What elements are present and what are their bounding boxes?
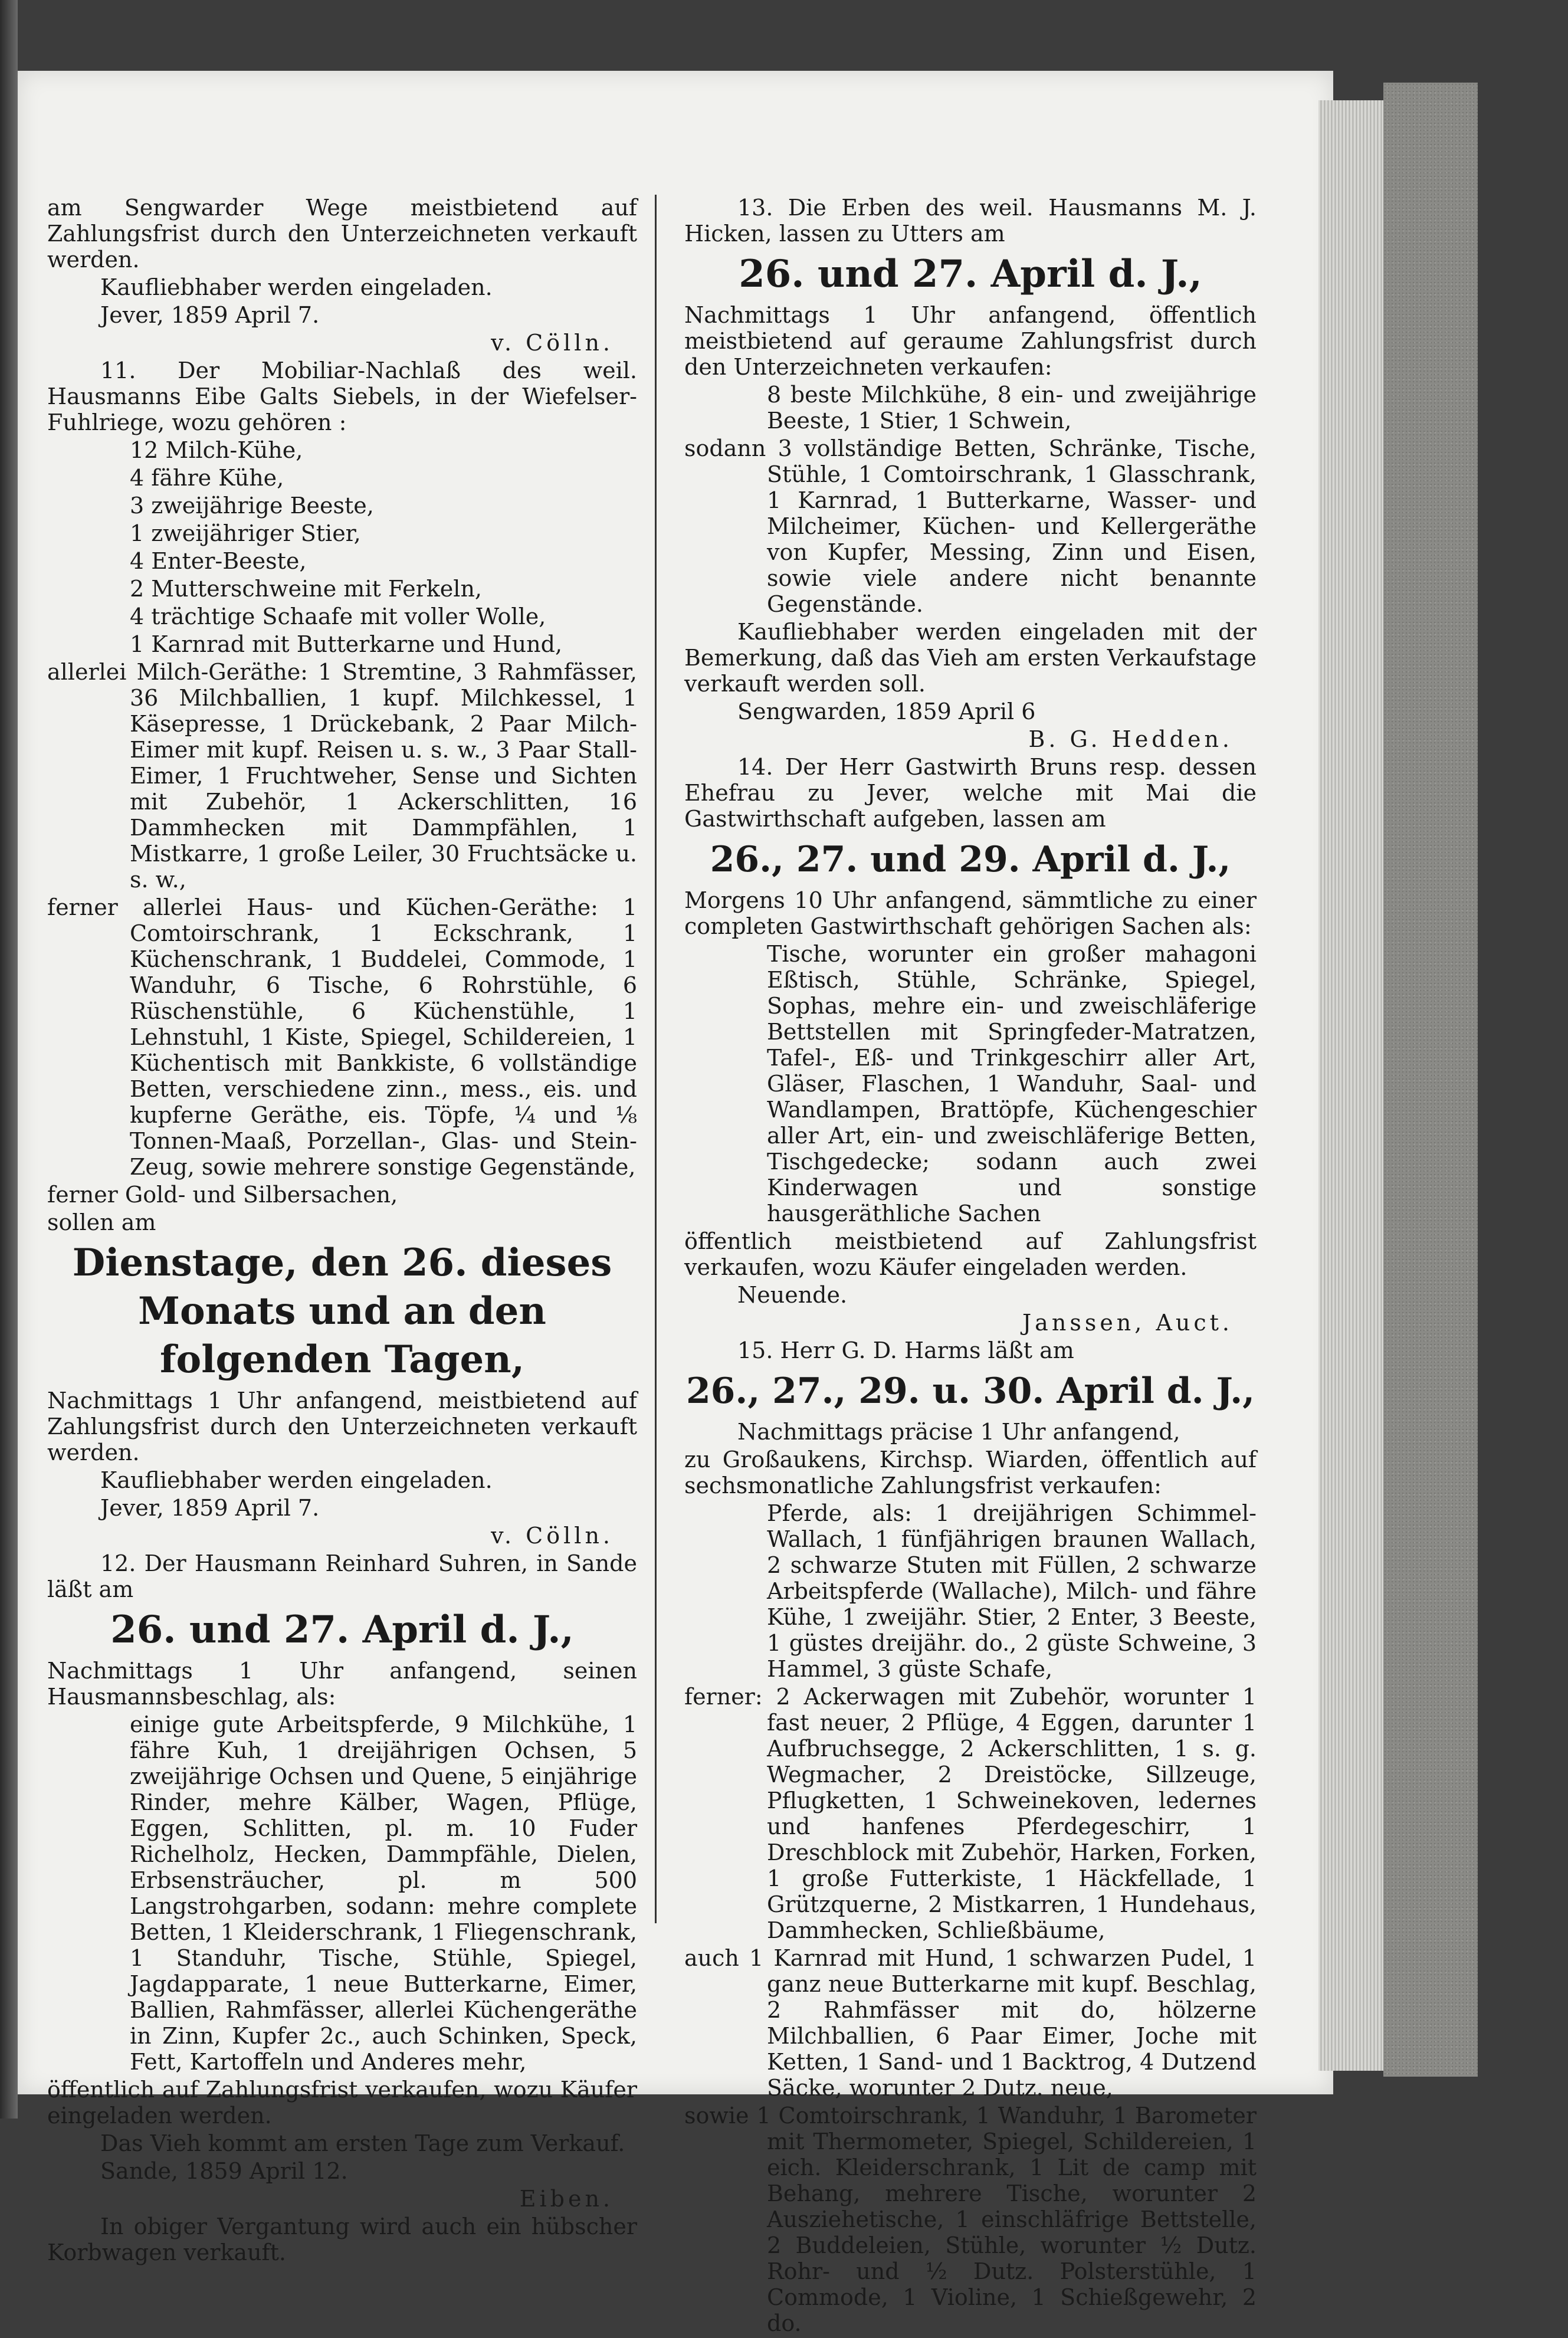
list-item: 1 Karnrad mit Butterkarne und Hund,: [130, 631, 563, 657]
notice-12-text: Nachmittags 1 Uhr anfangend, seinen Hausmannsbeschlag, als:: [47, 1658, 637, 1710]
notice-11-intro: 11. Der Mobiliar-Nachlaß des weil. Hausmanns Eibe Galts Siebels, in der Wiefelser-Fuhlriege, wozu gehören :: [47, 358, 637, 435]
list-item: 3 zweijährige Beeste,: [130, 493, 374, 519]
list-item: 1 zweijähriger Stier,: [130, 520, 361, 546]
left-column: [47, 195, 637, 2267]
notice-11-sollen: sollen am: [47, 1209, 156, 1235]
signature: v. Cölln.: [491, 330, 614, 356]
intro-line: Jever, 1859 April 7.: [100, 302, 320, 328]
notice-13-place: Sengwarden, 1859 April 6: [737, 699, 1036, 724]
notice-15-ferner: ferner: 2 Ackerwagen mit Zubehör, worunter 1 fast neuer, 2 Pflüge, 4 Eggen, darunter 1 Aufbruchsegge, 2 Ackerschlitten, 1 s. g. Wegmacher, 2 Dreistöcke, Sillzeuge, Pflugketten, 1 Schweinekoven, ledernes und hanfenes Pferdegeschirr, 1 Dreschblock mit Zubehör, Harken, Forken, 1 große Futterkiste, 1 Häckfellade, 1 Grützquerne, 2 Mistkarren, 1 Hundehaus, Dammhecken, Schließbäume,: [684, 1684, 1257, 1943]
notice-12-intro: 12. Der Hausmann Reinhard Suhren, in Sande läßt am: [47, 1550, 637, 1602]
notice-13-items: 8 beste Milchkühe, 8 ein- und zweijährige Beeste, 1 Stier, 1 Schwein,: [767, 382, 1257, 434]
notice-11-date-headline: Dienstage, den 26. dieses Monats und an den folgenden Tagen,: [72, 1241, 612, 1382]
notice-14-intro: 14. Der Herr Gastwirth Bruns resp. dessen Ehefrau zu Jever, welche mit Mai die Gastwirthschaft aufgeben, lassen am: [684, 754, 1257, 832]
notice-14-items: Tische, worunter ein großer mahagoni Eßtisch, Stühle, Schränke, Spiegel, Sophas, mehre ein- und zweischläferige Bettstellen mit Springfeder-Matratzen, Tafel-, Eß- und Trinkgeschirr aller Art, Gläser, Flaschen, 1 Wanduhr, Saal- und Wandlampen, Brattöpfe, Küchengeschier aller Art, ein- und zweischläferige Betten, Tischgedecke; sodann auch zwei Kinderwagen und sonstige hausgeräthliche Sachen: [767, 941, 1257, 1227]
list-item: 2 Mutterschweine mit Ferkeln,: [130, 576, 482, 602]
notice-11-closing: Nachmittags 1 Uhr anfangend, meistbietend auf Zahlungsfrist durch den Unterzeichneten verkauft werden.: [47, 1388, 637, 1465]
signature: Janssen, Auct.: [1022, 1310, 1233, 1336]
page-stack-edge: [1318, 100, 1383, 2071]
notice-13-sodann: sodann 3 vollständige Betten, Schränke, Tische, Stühle, 1 Comtoirschrank, 1 Glasschrank, 1 Karnrad, 1 Butterkarne, Wasser- und Milcheimer, Küchen- und Kellergeräthe von Kupfer, Messing, Zinn und Eisen, sowie viele andere nicht benannte Gegenstände.: [684, 435, 1257, 617]
notice-15-auch: auch 1 Karnrad mit Hund, 1 schwarzen Pudel, 1 ganz neue Butterkarne mit kupf. Beschlag, 2 Rahmfässer mit do, hölzerne Milchballien, 6 Paar Eimer, Joche mit Ketten, 1 Sand- und 1 Backtrog, 4 Dutzend Säcke, worunter 2 Dutz. neue,: [684, 1945, 1257, 2101]
notice-15-sowie: sowie 1 Comtoirschrank, 1 Wanduhr, 1 Barometer mit Thermometer, Spiegel, Schildereien, 1 eich. Kleiderschrank, 1 Lit de camp mit Behang, mehrere Tische, worunter 2 Ausziehetische, 1 einschläfrige Bettstelle, 2 Buddeleien, Stühle, worunter ½ Dutz. Rohr- und ½ Dutz. Polsterstühle, 1 Commode, 1 Violine, 1 Schießgewehr, 2 do.: [684, 2103, 1257, 2336]
notice-14-text: Morgens 10 Uhr anfangend, sämmtliche zu einer completen Gastwirthschaft gehörigen Sachen als:: [684, 887, 1257, 939]
notice-13-date-headline: 26. und 27. April d. J.,: [739, 252, 1202, 296]
notice-11-ferner2: ferner Gold- und Silbersachen,: [47, 1182, 398, 1208]
list-item: 12 Milch-Kühe,: [130, 437, 303, 463]
notice-12-closing: öffentlich auf Zahlungsfrist verkaufen, wozu Käufer eingeladen werden.: [47, 2077, 637, 2129]
notice-12-place: Sande, 1859 April 12.: [100, 2158, 348, 2184]
notice-12-items: einige gute Arbeitspferde, 9 Milchkühe, 1 fähre Kuh, 1 dreijährigen Ochsen, 5 zweijährige Ochsen und Quene, 5 einjährige Rinder, mehre Kälber, Wagen, Pflüge, Eggen, Schlitten, pl. m. 10 Fuder Richelholz, Hecken, Dammpfähle, Dielen, Erbsensträucher, pl. m 500 Langstrohgarben, sodann: mehre complete Betten, 1 Kleiderschrank, 1 Fliegenschrank, 1 Standuhr, Tische, Stühle, Spiegel, Jagdapparate, 1 neue Butterkarne, Eimer, Ballien, Rahmfässer, allerlei Küchengeräthe in Zinn, Kupfer 2c., auch Schinken, Speck, Fett, Kartoffeln und Anderes mehr,: [130, 1711, 637, 2075]
list-item: 4 fähre Kühe,: [130, 465, 284, 491]
notice-13-kauf: Kaufliebhaber werden eingeladen mit der Bemerkung, daß das Vieh am ersten Verkaufstage verkauft werden soll.: [684, 619, 1257, 697]
notice-11-kauf: Kaufliebhaber werden eingeladen.: [100, 1467, 493, 1493]
list-item: 4 trächtige Schaafe mit voller Wolle,: [130, 604, 546, 629]
notice-12-note: In obiger Vergantung wird auch ein hübscher Korbwagen verkauft.: [47, 2214, 637, 2265]
notice-15-date-headline: 26., 27., 29. u. 30. April d. J.,: [685, 1370, 1255, 1412]
notice-11-allerlei: allerlei Milch-Geräthe: 1 Stremtine, 3 Rahmfässer, 36 Milchballien, 1 kupf. Milchkessel, 1 Käsepresse, 1 Drückebank, 2 Paar Milch-Eimer mit kupf. Reisen u. s. w., 3 Paar Stall-Eimer, 1 Fruchtweher, Sense und Sichten mit Zubehör, 1 Ackerschlitten, 16 Dammhecken mit Dammpfählen, 1 Mistkarre, 1 große Leiler, 30 Fruchtsäcke u. s. w.,: [47, 659, 637, 893]
notice-15-text: zu Großaukens, Kirchsp. Wiarden, öffentlich auf sechsmonatliche Zahlungsfrist verkaufen:: [684, 1447, 1257, 1498]
notice-12-vieh: Das Vieh kommt am ersten Tage zum Verkauf.: [100, 2130, 625, 2156]
notice-14-date-headline: 26., 27. und 29. April d. J.,: [710, 839, 1231, 880]
notice-14-closing: öffentlich meistbietend auf Zahlungsfrist verkaufen, wozu Käufer eingeladen werden.: [684, 1228, 1257, 1280]
notice-13-intro: 13. Die Erben des weil. Hausmanns M. J. Hicken, lassen zu Utters am: [684, 195, 1257, 247]
notice-13-text: Nachmittags 1 Uhr anfangend, öffentlich meistbietend auf geraume Zahlungsfrist durch den Unterzeichneten verkaufen:: [684, 302, 1257, 380]
list-item: 4 Enter-Beeste,: [130, 548, 307, 574]
column-divider: [655, 195, 657, 1923]
book-cover-edge: [1383, 83, 1478, 2077]
notice-11-ferner: ferner allerlei Haus- und Küchen-Geräthe: 1 Comtoirschrank, 1 Eckschrank, 1 Küchenschrank, 1 Buddelei, Commode, 1 Wanduhr, 6 Tische, 6 Rohrstühle, 6 Rüschenstühle, 6 Küchenstühle, 1 Lehnstuhl, 1 Kiste, Spiegel, Schildereien, 1 Küchentisch mit Bankkiste, 6 vollständige Betten, verschiedene zinn., mess., eis. und kupferne Geräthe, eis. Töpfe, ¼ und ⅛ Tonnen-Maaß, Porzellan-, Glas- und Stein-Zeug, sowie mehrere sonstige Gegenstände,: [47, 894, 637, 1180]
notice-15-intro: 15. Herr G. D. Harms läßt am: [737, 1337, 1074, 1363]
signature: B. G. Hedden.: [1028, 726, 1233, 752]
intro-line: Kaufliebhaber werden eingeladen.: [100, 274, 493, 300]
signature: Eiben.: [519, 2186, 614, 2212]
notice-12-date-headline: 26. und 27. April d. J.,: [110, 1608, 574, 1652]
signature: v. Cölln.: [491, 1523, 614, 1549]
notice-15-text: Nachmittags präcise 1 Uhr anfangend,: [737, 1419, 1180, 1445]
notice-14-place: Neuende.: [737, 1282, 848, 1308]
notice-15-pferde: Pferde, als: 1 dreijährigen Schimmel-Wallach, 1 fünfjährigen braunen Wallach, 2 schwarze Stuten mit Füllen, 2 schwarze Arbeitspferde (Wallache), Milch- und fähre Kühe, 1 zweijähr. Stier, 2 Enter, 3 Beeste, 1 güstes dreijähr. do., 2 güste Schweine, 3 Hammel, 3 güste Schafe,: [767, 1500, 1257, 1682]
intro-line: am Sengwarder Wege meistbietend auf Zahlungsfrist durch den Unterzeichneten verkauft werden.: [47, 195, 637, 273]
binding-edge-left: [0, 0, 18, 2119]
notice-11-place: Jever, 1859 April 7.: [100, 1495, 320, 1521]
right-column: [684, 195, 1257, 2338]
